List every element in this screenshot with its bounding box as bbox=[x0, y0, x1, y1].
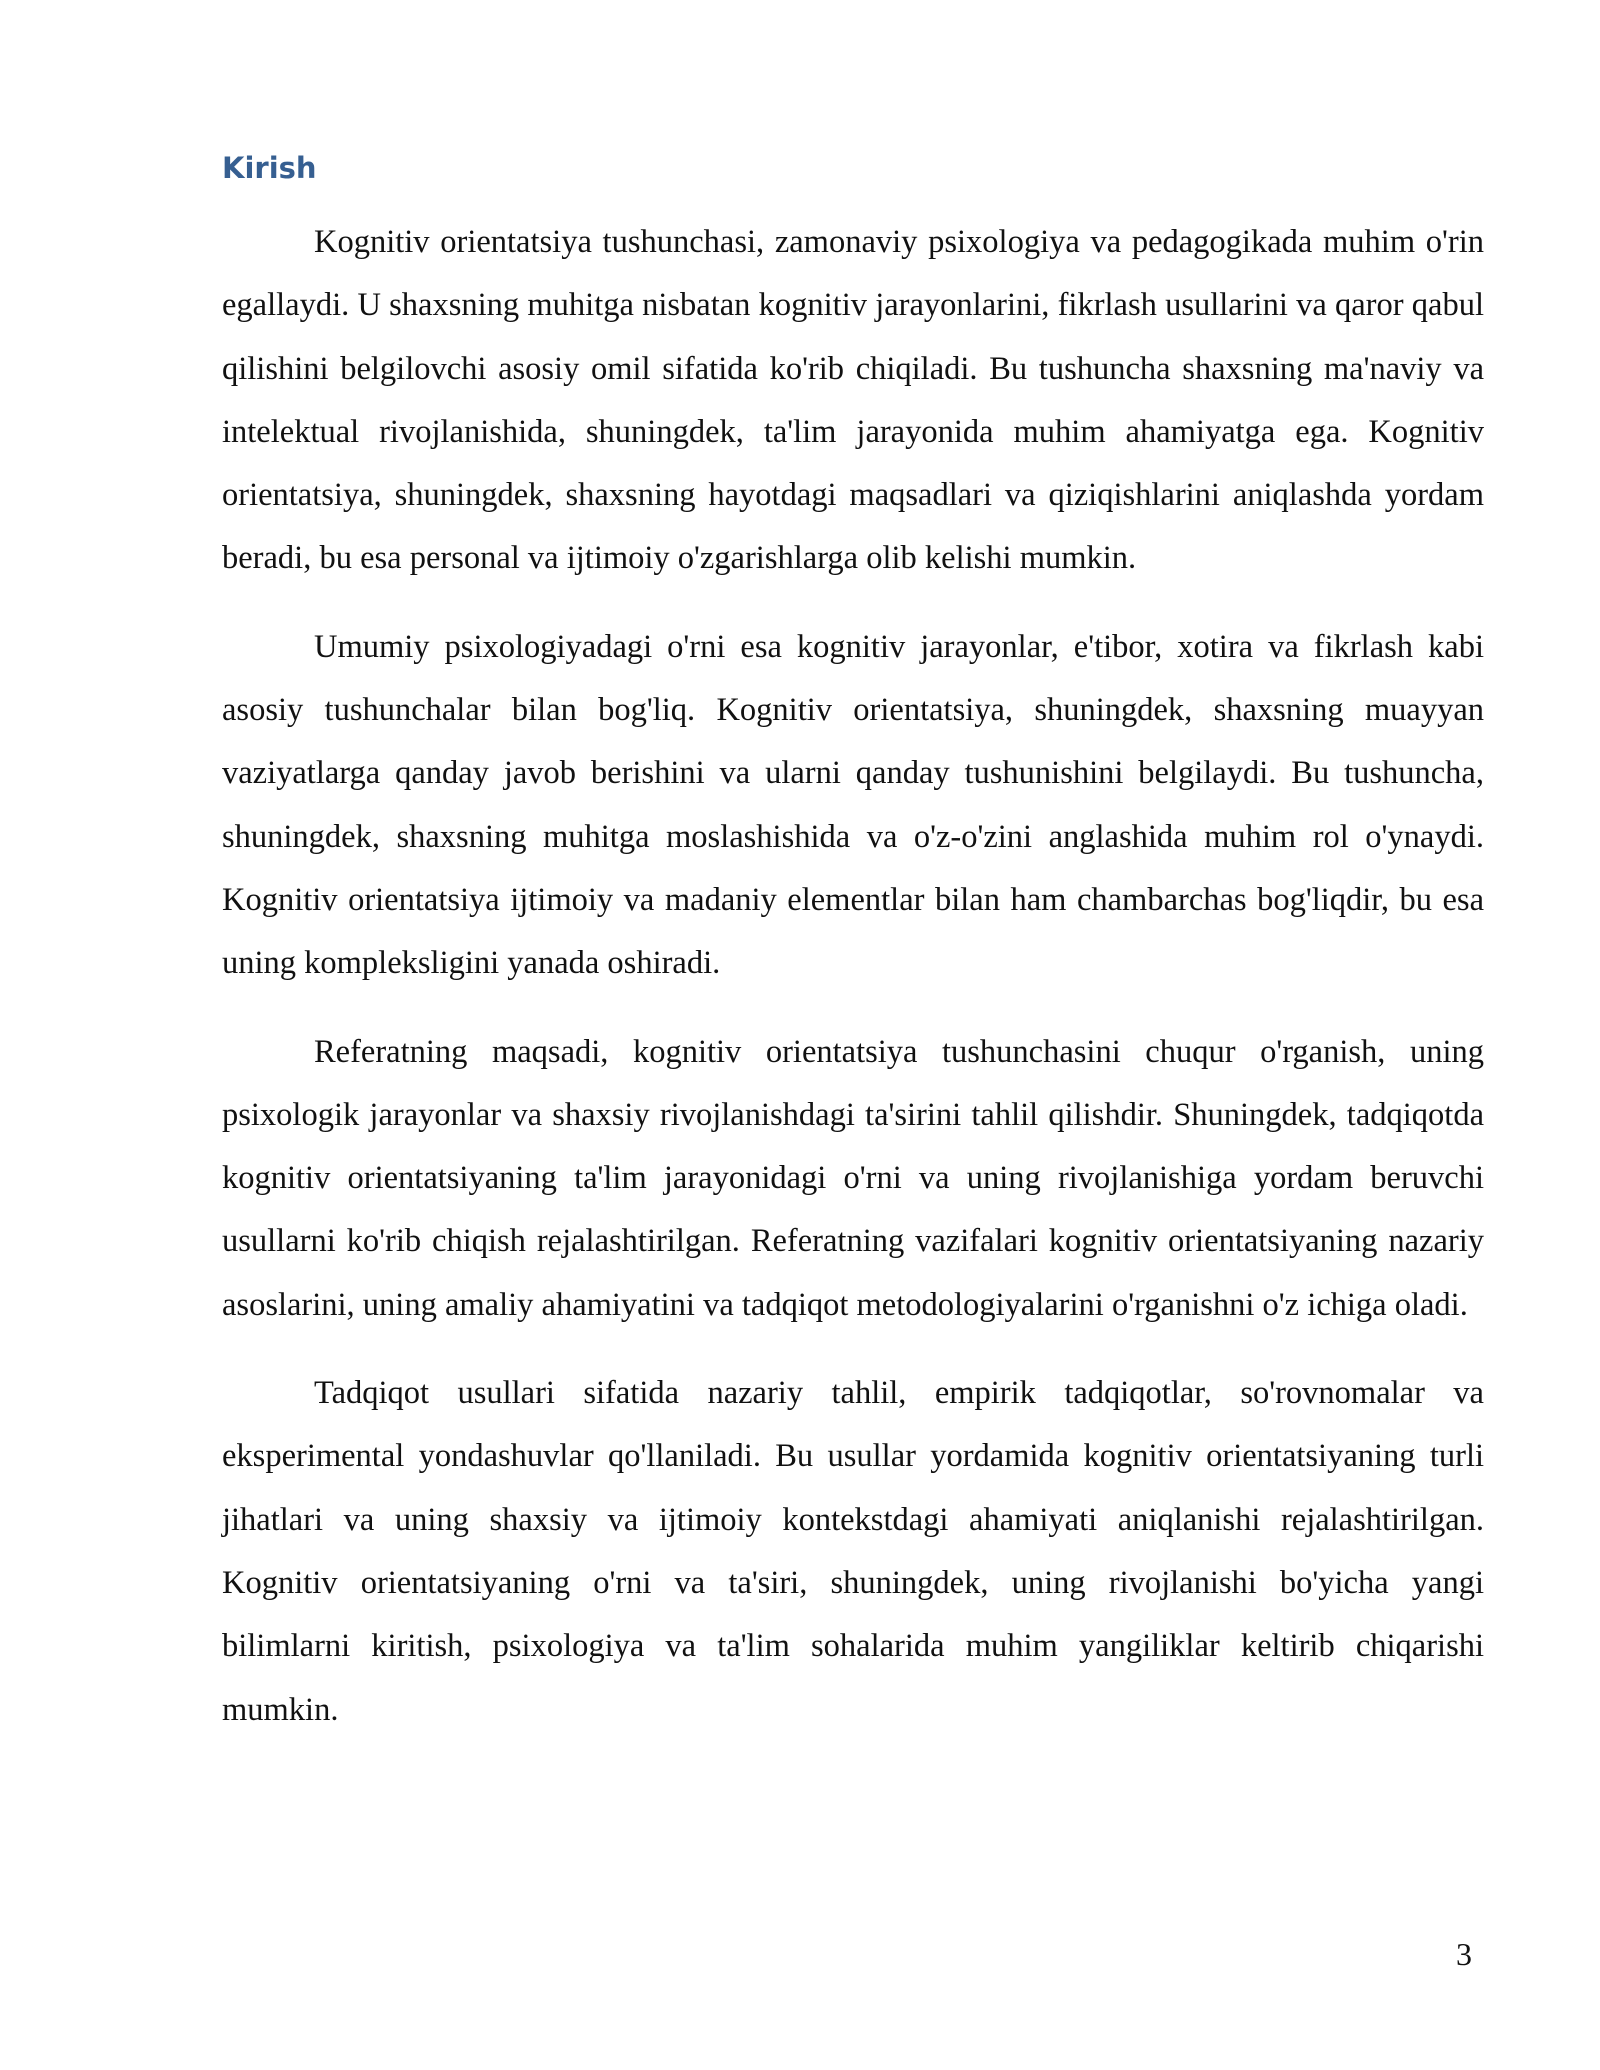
section-heading: Kirish bbox=[222, 151, 317, 185]
paragraph-3: Referatning maqsadi, kognitiv orientatsiya tushunchasini chuqur o'rganish, uning psixologik jarayonlar va shaxsiy rivojlanishdagi ta'sirini tahlil qilishdir. Shuningdek, tadqiqotda kognitiv orientatsiyaning ta'lim jarayonidagi o'rni va uning rivojlanishiga yordam beruvchi usullarni ko'rib chiqish rejalashtirilgan. Referatning vazifalari kognitiv orientatsiyaning nazariy asoslarini, uning amaliy ahamiyatini va tadqiqot metodologiyalarini o'rganishni o'z ichiga oladi. bbox=[222, 1033, 1484, 1323]
paragraph-2: Umumiy psixologiyadagi o'rni esa kognitiv jarayonlar, e'tibor, xotira va fikrlash kabi asosiy tushunchalar bilan bog'liq. Kognitiv orientatsiya, shuningdek, shaxsning muayyan vaziyatlarga qanday javob berishini va ularni qanday tushunishini belgilaydi. Bu tushuncha, shuningdek, shaxsning muhitga moslashishida va o'z-o'zini anglashida muhim rol o'ynaydi. Kognitiv orientatsiya ijtimoiy va madaniy elementlar bilan ham chambarchas bog'liqdir, bu esa uning kompleksligini yanada oshiradi. bbox=[222, 628, 1484, 982]
paragraph-1: Kognitiv orientatsiya tushunchasi, zamonaviy psixologiya va pedagogikada muhim o'rin egallaydi. U shaxsning muhitga nisbatan kognitiv jarayonlarini, fikrlash usullarini va qaror qabul qilishini belgilovchi asosiy omil sifatida ko'rib chiqiladi. Bu tushuncha shaxsning ma'naviy va intelektual rivojlanishida, shuningdek, ta'lim jarayonida muhim ahamiyatga ega. Kognitiv orientatsiya, shuningdek, shaxsning hayotdagi maqsadlari va qiziqishlarini aniqlashda yordam beradi, bu esa personal va ijtimoiy o'zgarishlarga olib kelishi mumkin. bbox=[222, 224, 1484, 577]
body-text bbox=[222, 211, 1484, 1767]
paragraph-4: Tadqiqot usullari sifatida nazariy tahlil, empirik tadqiqotlar, so'rovnomalar va eksperimental yondashuvlar qo'llaniladi. Bu usullar yordamida kognitiv orientatsiyaning turli jihatlari va uning shaxsiy va ijtimoiy kontekstdagi ahamiyati aniqlanishi rejalashtirilgan. Kognitiv orientatsiyaning o'rni va ta'siri, shuningdek, uning rivojlanishi bo'yicha yangi bilimlarni kiritish, psixologiya va ta'lim sohalarida muhim yangiliklar keltirib chiqarishi mumkin. bbox=[222, 1375, 1484, 1728]
page-number: 3 bbox=[1456, 1936, 1472, 1972]
